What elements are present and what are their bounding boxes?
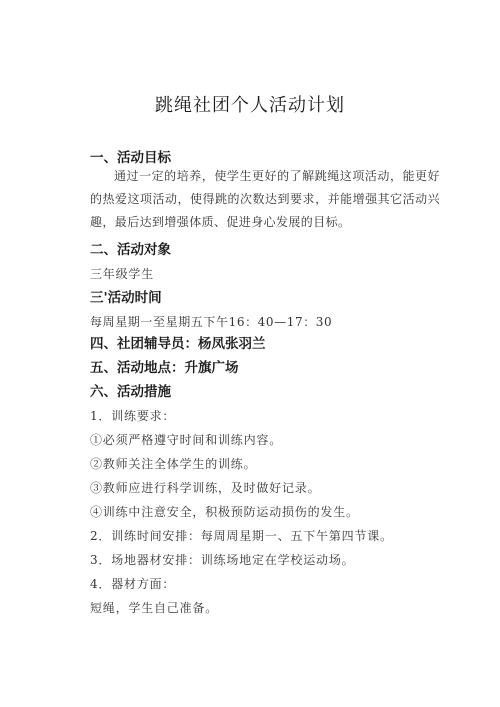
measures-item: ④训练中注意安全，积极预防运动损伤的发生。 <box>90 505 359 519</box>
measures-item: 3．场地器材安排：训练场地定在学校运动场。 <box>90 553 355 567</box>
section-text-goal: 通过一定的培养，使学生更好的了解跳绳这项活动，能更好的热爱这项活动，使得跳的次数达到要求，并能增强其它活动兴趣，最后达到增强体质、促进身心发展的目标。 <box>90 169 440 229</box>
section-heading-goal: 一、活动目标 <box>90 150 171 166</box>
section-heading-location: 五、活动地点：升旗广场 <box>90 360 239 376</box>
section-heading-target: 二、活动对象 <box>90 242 171 258</box>
measures-item: 4．器材方面： <box>90 577 176 591</box>
section-heading-measures: 六、活动措施 <box>90 384 171 400</box>
section-text-target: 三年级学生 <box>90 267 155 281</box>
measures-item: ①必须严格遵守时间和训练内容。 <box>90 433 283 447</box>
measures-item: ③教师应进行科学训练，及时做好记录。 <box>90 481 321 495</box>
measures-item: 短绳，学生自己准备。 <box>90 601 219 615</box>
measures-item: 1．训练要求： <box>90 409 176 423</box>
measures-item: 2．训练时间安排：每周周星期一、五下午第四节课。 <box>90 529 393 543</box>
section-heading-advisor: 四、社团辅导员：杨凤张羽兰 <box>90 336 266 352</box>
measures-item: ②教师关注全体学生的训练。 <box>90 457 257 471</box>
section-heading-time: 三'活动时间 <box>90 290 162 306</box>
document-title: 跳绳社团个人活动计划 <box>155 95 345 116</box>
section-text-time: 每周星期一至星期五下午16：40—17：30 <box>90 315 333 329</box>
